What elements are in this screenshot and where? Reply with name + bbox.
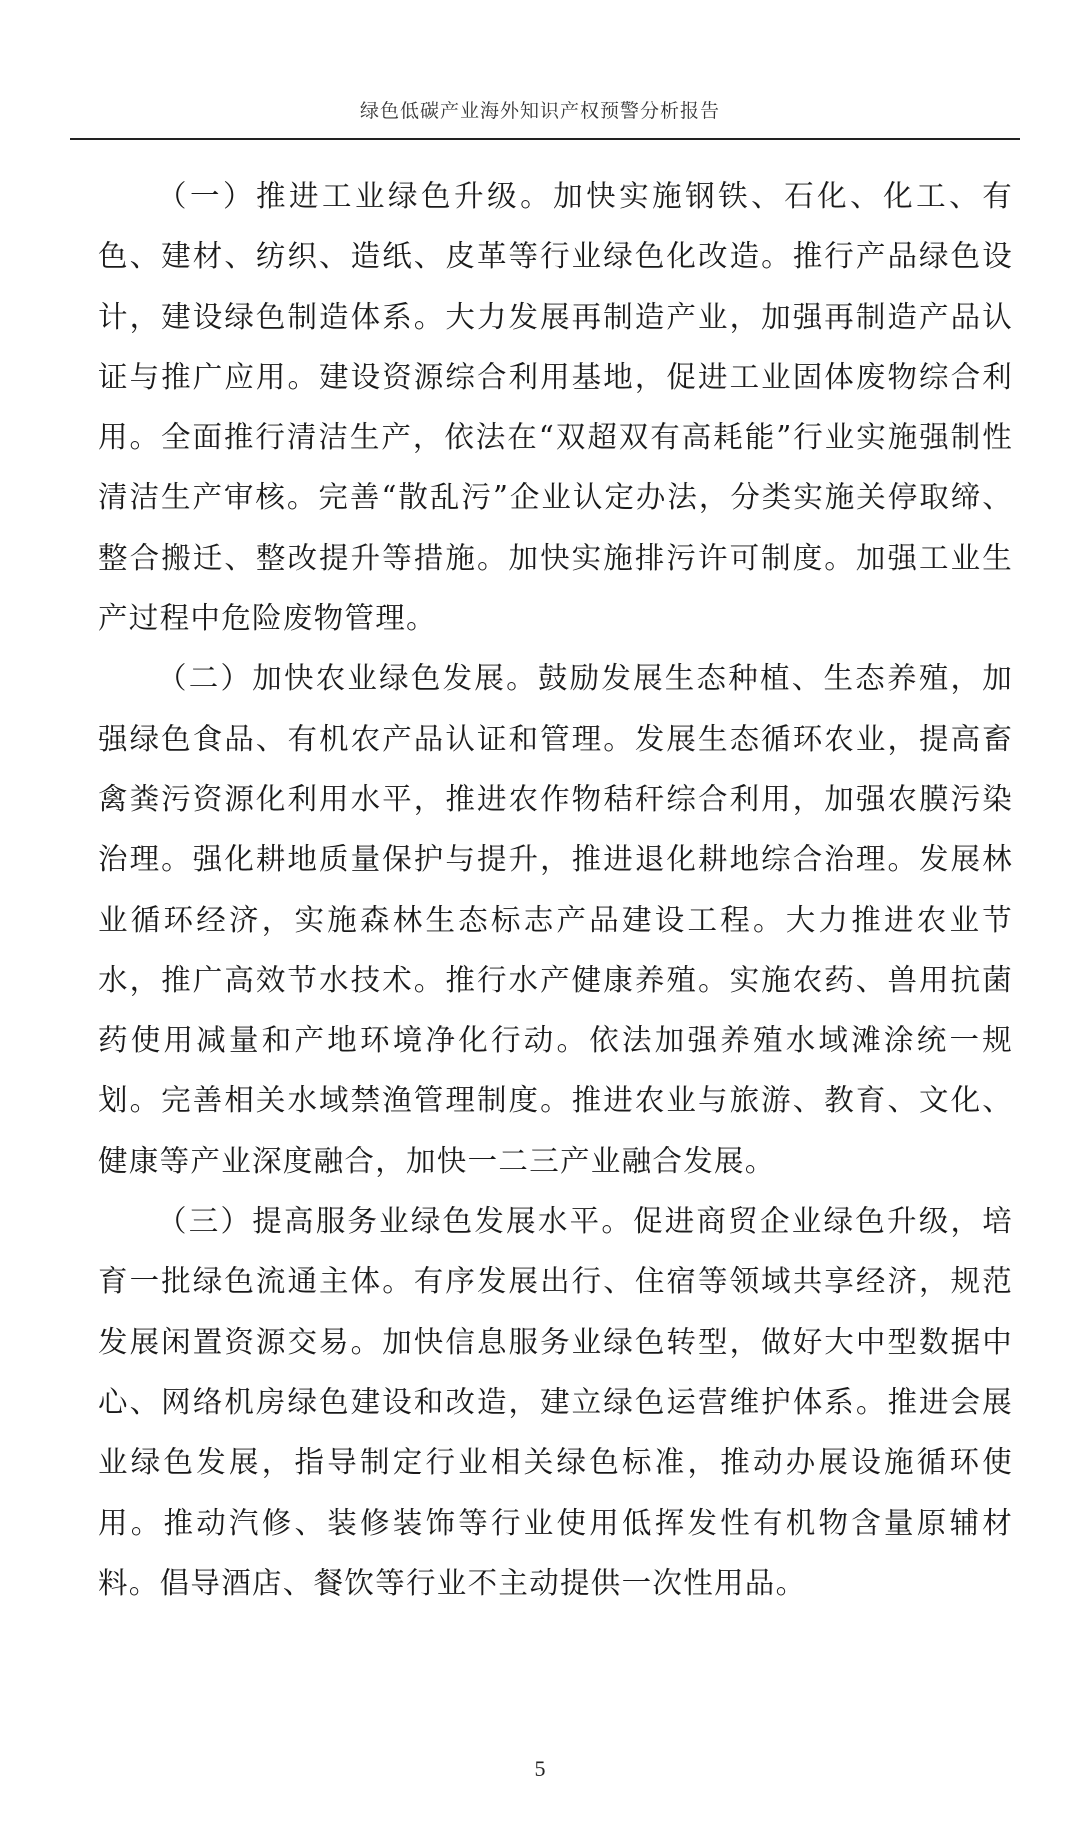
page-number: 5 xyxy=(534,1756,546,1781)
running-header-title: 绿色低碳产业海外知识产权预警分析报告 xyxy=(359,100,720,122)
paragraph-services: （三）提高服务业绿色发展水平。促进商贸企业绿色升级，培育一批绿色流通主体。有序发展出行、住宿等领域共享经济，规范发展闲置资源交易。加快信息服务业绿色转型，做好大中型数据中心、网络机房绿色建设和改造，建立绿色运营维护体系。推进会展业绿色发展，指导制定行业相关绿色标准，推动办展设施循环使用。推动汽修、装修装饰等行业使用低挥发性有机物含量原辅材料。倡导酒店、餐饮等行业不主动提供一次性用品。 xyxy=(98,1204,1013,1600)
paragraph-agriculture: （二）加快农业绿色发展。鼓励发展生态种植、生态养殖，加强绿色食品、有机农产品认证和管理。发展生态循环农业，提高畜禽粪污资源化利用水平，推进农作物秸秆综合利用，加强农膜污染治理。强化耕地质量保护与提升，推进退化耕地综合治理。发展林业循环经济，实施森林生态标志产品建设工程。大力推进农业节水，推广高效节水技术。推行水产健康养殖。实施农药、兽用抗菌药使用减量和产地环境净化行动。依法加强养殖水域滩涂统一规划。完善相关水域禁渔管理制度。推进农业与旅游、教育、文化、健康等产业深度融合，加快一二三产业融合发展。 xyxy=(98,661,1013,1178)
header-divider xyxy=(70,138,1020,140)
paragraph-industry: （一）推进工业绿色升级。加快实施钢铁、石化、化工、有色、建材、纺织、造纸、皮革等行业绿色化改造。推行产品绿色设计，建设绿色制造体系。大力发展再制造产业，加强再制造产品认证与推广应用。建设资源综合利用基地，促进工业固体废物综合利用。全面推行清洁生产，依法在“双超双有高耗能”行业实施强制性清洁生产审核。完善“散乱污”企业认定办法，分类实施关停取缔、整合搬迁、整改提升等措施。加快实施排污许可制度。加强工业生产过程中危险废物管理。 xyxy=(98,179,1013,636)
body-text xyxy=(98,166,1013,1613)
